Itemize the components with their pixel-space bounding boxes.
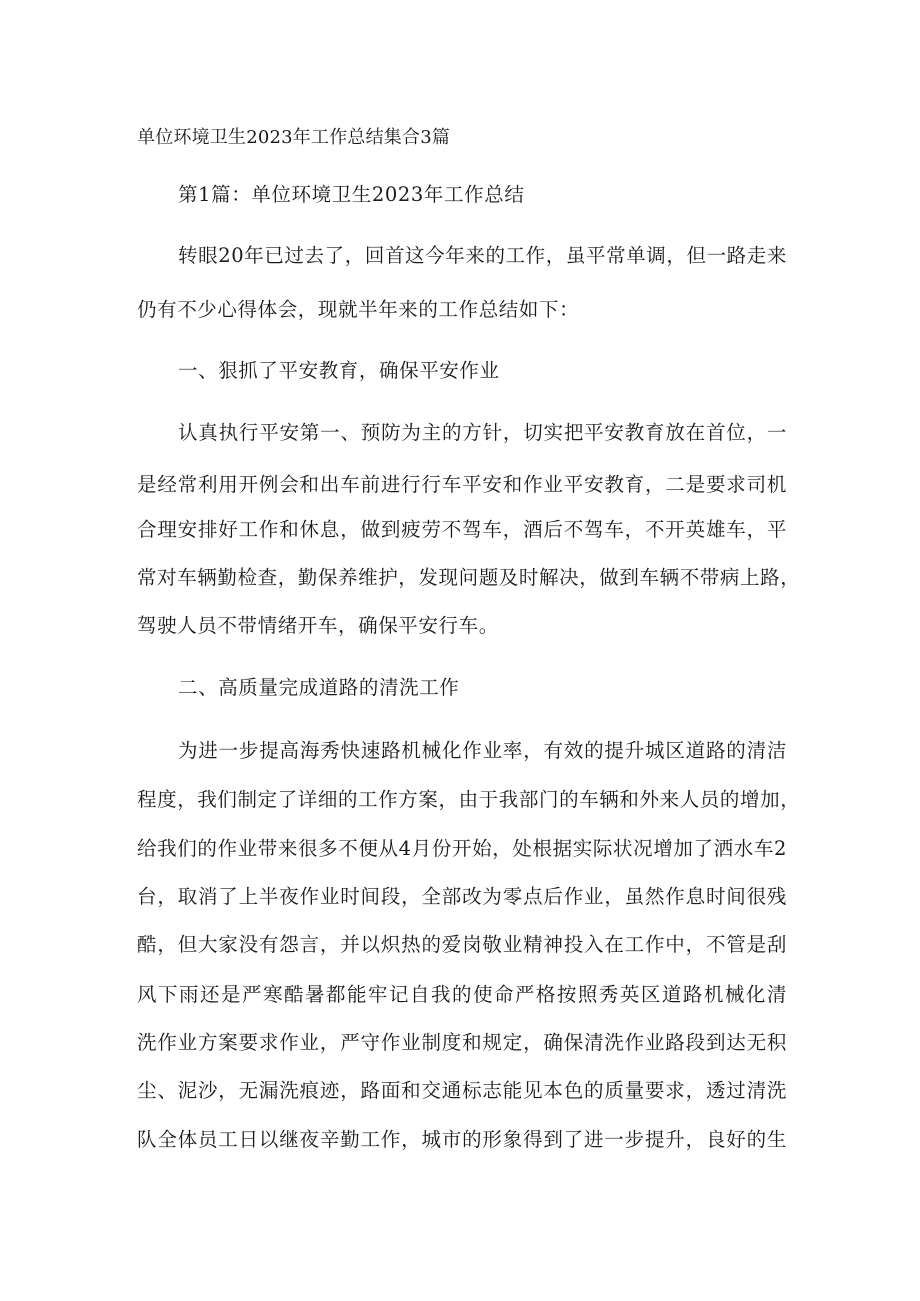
article-subtitle: 第1篇：单位环境卫生2023年工作总结 <box>178 183 525 206</box>
section1-line-4: 常对车辆勤检查，勤保养维护，发现问题及时解决，做到车辆不带病上路， <box>137 566 801 589</box>
section2-line-8: 尘、泥沙，无漏洗痕迹，路面和交通标志能见本色的质量要求，透过清洗 <box>137 1079 787 1102</box>
section2-line-4: 台，取消了上半夜作业时间段，全部改为零点后作业，虽然作息时间很残 <box>137 885 787 908</box>
section1-line-3: 合理安排好工作和休息，做到疲劳不驾车，酒后不驾车，不开英雄车，平 <box>137 518 787 541</box>
section2-line-6: 风下雨还是严寒酷暑都能牢记自我的使命严格按照秀英区道路机械化清 <box>137 983 787 1006</box>
section2-heading: 二、高质量完成道路的清洗工作 <box>178 676 460 699</box>
section1-line-5: 驾驶人员不带情绪开车，确保平安行车。 <box>137 614 499 637</box>
section1-heading: 一、狠抓了平安教育，确保平安作业 <box>178 359 500 382</box>
section2-line-7: 洗作业方案要求作业，严守作业制度和规定，确保清洗作业路段到达无积 <box>137 1031 787 1054</box>
section1-line-1: 认真执行平安第一、预防为主的方针，切实把平安教育放在首位，一 <box>178 421 787 444</box>
section1-line-2: 是经常利用开例会和出车前进行行车平安和作业平安教育，二是要求司机 <box>137 473 787 496</box>
document-title: 单位环境卫生2023年工作总结集合3篇 <box>137 127 451 148</box>
section2-line-5: 酷，但大家没有怨言，并以炽热的爱岗敬业精神投入在工作中，不管是刮 <box>137 933 787 956</box>
intro-line-2: 仍有不少心得体会，现就半年来的工作总结如下： <box>137 298 580 321</box>
intro-line-1: 转眼20年已过去了，回首这今年来的工作，虽平常单调，但一路走来 <box>178 244 787 267</box>
section2-line-1: 为进一步提高海秀快速路机械化作业率，有效的提升城区道路的清洁 <box>178 739 787 762</box>
section2-line-2: 程度，我们制定了详细的工作方案，由于我部门的车辆和外来人员的增加， <box>137 788 801 811</box>
section2-line-9: 队全体员工日以继夜辛勤工作，城市的形象得到了进一步提升，良好的生 <box>137 1128 787 1151</box>
section2-line-3: 给我们的作业带来很多不便从4月份开始，处根据实际状况增加了洒水车2 <box>137 837 787 860</box>
